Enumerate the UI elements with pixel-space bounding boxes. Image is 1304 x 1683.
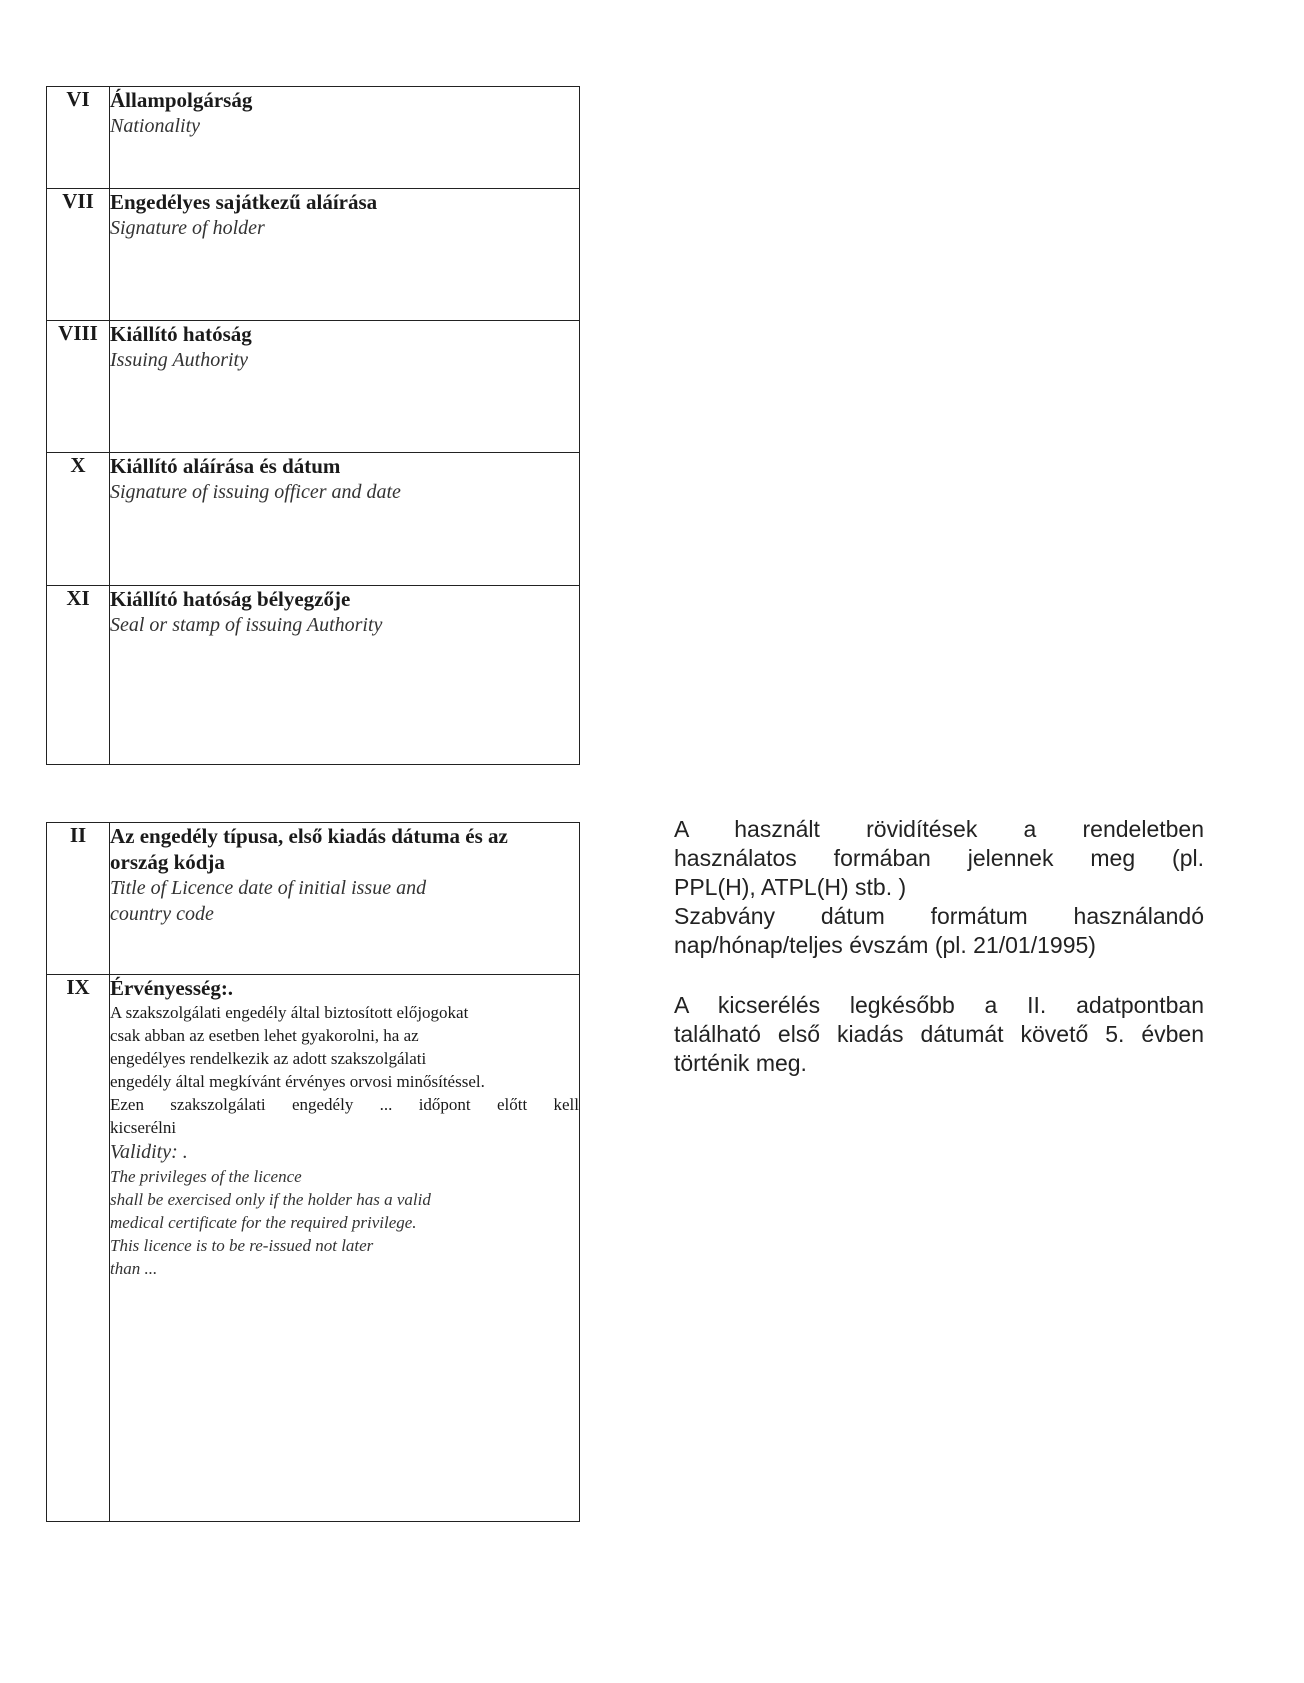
validity-text-hu-line: A szakszolgálati engedély által biztosított előjogokat bbox=[110, 1003, 469, 1022]
validity-text-en-line: The privileges of the licence bbox=[110, 1167, 302, 1186]
note-line: használatos formában jelennek meg (pl. bbox=[674, 845, 1204, 871]
field-title-en: Signature of issuing officer and date bbox=[110, 481, 401, 503]
row-issuing-authority bbox=[47, 321, 580, 453]
validity-text-en-line: medical certificate for the required privilege. bbox=[110, 1213, 417, 1232]
field-title-hu-line: Az engedély típusa, első kiadás dátuma és az bbox=[110, 824, 508, 848]
note-line: nap/hónap/teljes évszám (pl. 21/01/1995) bbox=[674, 932, 1096, 958]
row-issuing-officer-signature bbox=[47, 453, 580, 586]
field-title-en: Issuing Authority bbox=[110, 349, 248, 371]
validity-text-en-line: than ... bbox=[110, 1259, 158, 1278]
field-title-en-line: Title of Licence date of initial issue and bbox=[110, 877, 427, 899]
validity-text-hu-line: Ezen szakszolgálati engedély ... időpont előtt kell bbox=[110, 1095, 579, 1114]
validity-text-hu-line: csak abban az esetben lehet gyakorolni, ha az bbox=[110, 1026, 419, 1045]
field-title-hu: Kiállító aláírása és dátum bbox=[110, 454, 341, 478]
field-number: IX bbox=[47, 975, 110, 1522]
field-number: II bbox=[47, 823, 110, 975]
validity-text-en-line: This licence is to be re-issued not later bbox=[110, 1236, 374, 1255]
validity-title-en: Validity: . bbox=[110, 1141, 188, 1163]
validity-text-hu-line: engedélyes rendelkezik az adott szakszolgálati bbox=[110, 1049, 427, 1068]
field-title-hu: Engedélyes sajátkezű aláírása bbox=[110, 190, 378, 214]
field-title-en: Nationality bbox=[110, 115, 200, 137]
validity-text-hu-line: engedély által megkívánt érvényes orvosi minősítéssel. bbox=[110, 1072, 485, 1091]
licence-fields-table-top bbox=[46, 86, 580, 765]
field-title-en-line: country code bbox=[110, 903, 214, 925]
field-number: XI bbox=[47, 586, 110, 765]
field-title-hu: Kiállító hatóság bbox=[110, 322, 252, 346]
validity-title-hu: Érvényesség:. bbox=[110, 976, 234, 1000]
note-line: PPL(H), ATPL(H) stb. ) bbox=[674, 874, 907, 900]
note-line: található első kiadás dátumát követő 5. évben bbox=[674, 1021, 1204, 1047]
note-line: A használt rövidítések a rendeletben bbox=[674, 816, 1204, 842]
field-number: VIII bbox=[47, 321, 110, 453]
licence-fields-table-bottom bbox=[46, 822, 580, 1522]
field-title-hu: Kiállító hatóság bélyegzője bbox=[110, 587, 351, 611]
field-number: X bbox=[47, 453, 110, 586]
validity-text-hu-line: kicserélni bbox=[110, 1118, 177, 1137]
note-line: történik meg. bbox=[674, 1050, 807, 1076]
notes-abbreviations bbox=[674, 815, 1204, 960]
row-licence-title bbox=[47, 823, 580, 975]
field-title-en: Seal or stamp of issuing Authority bbox=[110, 614, 383, 636]
validity-text-en-line: shall be exercised only if the holder has a valid bbox=[110, 1190, 431, 1209]
note-line: Szabvány dátum formátum használandó bbox=[674, 903, 1204, 929]
field-number: VI bbox=[47, 87, 110, 189]
field-title-hu: Állampolgárság bbox=[110, 88, 253, 112]
field-title-hu-line: ország kódja bbox=[110, 850, 225, 874]
row-seal-or-stamp bbox=[47, 586, 580, 765]
row-signature-of-holder bbox=[47, 189, 580, 321]
field-title-en: Signature of holder bbox=[110, 217, 265, 239]
notes-reissue bbox=[674, 991, 1204, 1078]
row-validity bbox=[47, 975, 580, 1522]
note-line: A kicserélés legkésőbb a II. adatpontban bbox=[674, 992, 1204, 1018]
field-number: VII bbox=[47, 189, 110, 321]
row-nationality bbox=[47, 87, 580, 189]
